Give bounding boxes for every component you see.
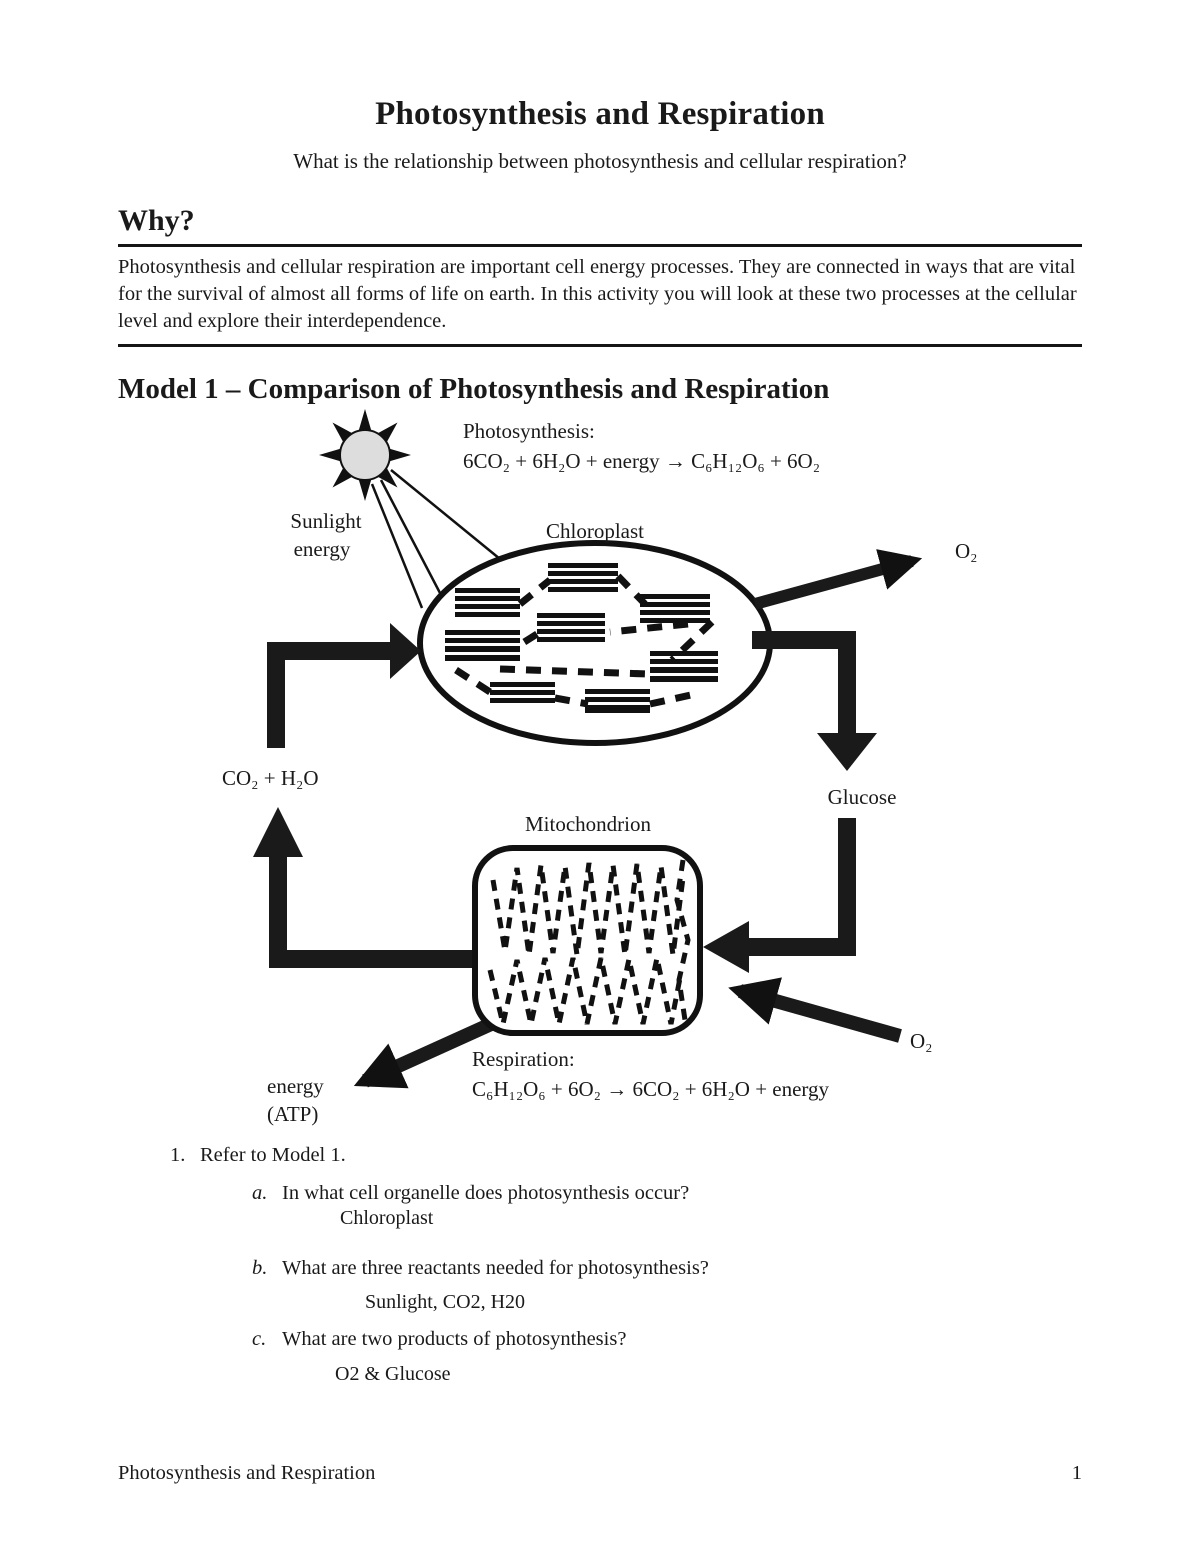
- chloroplast-label: Chloroplast: [546, 519, 644, 543]
- question-1-number: 1.: [170, 1144, 186, 1166]
- questions-section: [170, 1144, 1082, 1386]
- question-1b-answer: Sunlight, CO2, H20: [365, 1291, 526, 1313]
- model1-heading: Model 1 – Comparison of Photosynthesis and Respiration: [118, 373, 830, 405]
- o2-input-arrow: [740, 991, 900, 1036]
- photosynthesis-equation: 6CO₂ + 6H₂O + energy → C₆H₁₂O₆ + 6O₂: [463, 449, 821, 473]
- atp-label: (ATP): [267, 1102, 319, 1126]
- glucose-label: Glucose: [827, 785, 897, 809]
- co2-h2o-input-arrow: [267, 623, 421, 748]
- mitochondrion-label: Mitochondrion: [525, 812, 651, 836]
- respiration-label: Respiration:: [472, 1047, 575, 1071]
- why-heading: Why?: [118, 204, 195, 237]
- question-1: [170, 1144, 1082, 1167]
- o2-in-label: O₂: [910, 1029, 933, 1053]
- page-footer: [118, 1462, 1082, 1485]
- question-1c-answer: O2 & Glucose: [335, 1363, 451, 1385]
- divider-top: [118, 244, 1082, 247]
- model1-diagram: [100, 408, 1082, 1130]
- question-1a-letter: a.: [252, 1182, 268, 1204]
- question-1a-text: In what cell organelle does photosynthesis occur?: [282, 1182, 690, 1204]
- footer-title: Photosynthesis and Respiration: [118, 1462, 376, 1484]
- respiration-equation: C₆H₁₂O₆ + 6O₂ → 6CO₂ + 6H₂O + energy: [472, 1077, 830, 1101]
- energy-label: energy: [267, 1074, 324, 1098]
- question-1b: [252, 1257, 1082, 1314]
- sunlight-energy-label-line1: Sunlight: [290, 509, 362, 533]
- why-paragraph: Photosynthesis and cellular respiration are important cell energy processes. They are connected in ways that are vital for the survival of almost all forms of life on earth. In this activity you will look at these two processes at the cellular level and explore their interdependence.: [118, 256, 1077, 332]
- co2-h2o-label: CO₂ + H₂O: [222, 766, 319, 790]
- question-1a: [252, 1182, 1082, 1230]
- question-1-text: Refer to Model 1.: [200, 1144, 346, 1166]
- sun-icon: [319, 409, 411, 501]
- question-1c: [252, 1328, 1082, 1386]
- footer-page-number: 1: [1071, 1462, 1082, 1484]
- sunlight-energy-label-line2: energy: [293, 537, 351, 561]
- question-1b-text: What are three reactants needed for photosynthesis?: [282, 1257, 709, 1279]
- divider-bottom: [118, 344, 1082, 347]
- co2-h2o-output-arrow: [253, 807, 475, 968]
- question-1a-answer: Chloroplast: [340, 1207, 434, 1229]
- photosynthesis-label: Photosynthesis:: [463, 419, 595, 443]
- page-title: Photosynthesis and Respiration: [375, 96, 825, 132]
- diagram-svg: [100, 408, 1100, 1130]
- question-1b-letter: b.: [252, 1257, 268, 1279]
- o2-output-arrow: [755, 561, 912, 604]
- glucose-input-arrow: [703, 818, 856, 973]
- o2-out-label: O₂: [955, 539, 978, 563]
- page-subtitle: What is the relationship between photosynthesis and cellular respiration?: [293, 149, 907, 173]
- question-1c-letter: c.: [252, 1328, 267, 1350]
- question-1c-text: What are two products of photosynthesis?: [282, 1328, 627, 1350]
